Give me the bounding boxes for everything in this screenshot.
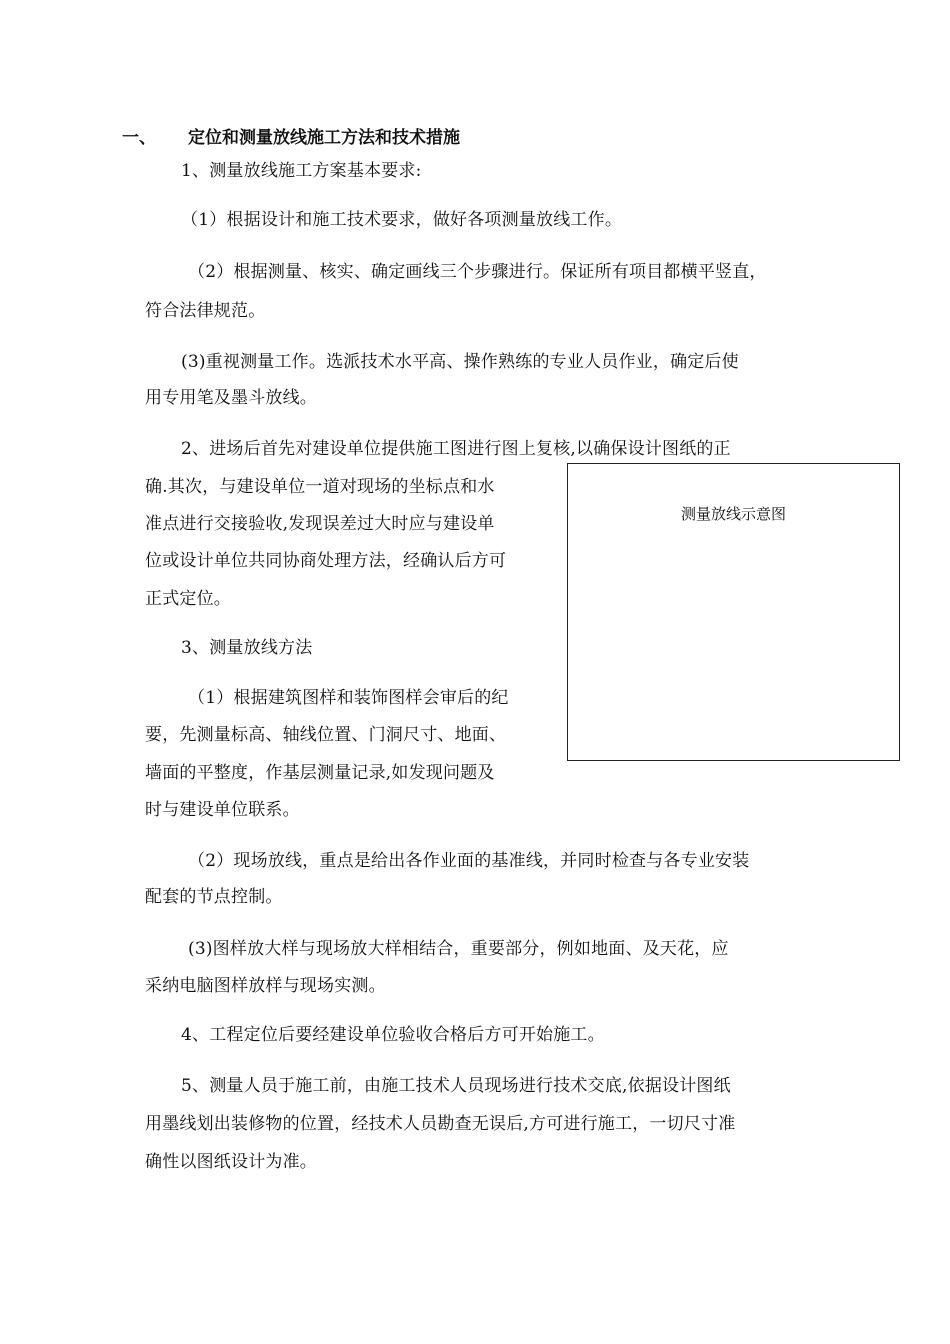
text-line: 确性以图纸设计为准。 [145,1152,317,1172]
text-line: 配套的节点控制。 [145,887,283,907]
text-line: 准点进行交接验收,发现误差过大时应与建设单 [145,514,495,534]
text-line: 墙面的平整度，作基层测量记录,如发现问题及 [145,763,495,783]
text-line: 1、测量放线施工方案基本要求: [181,161,422,181]
text-line: 正式定位。 [145,589,231,609]
text-line: 用专用笔及墨斗放线。 [145,388,317,408]
text-line: 3、测量放线方法 [181,638,313,658]
section-number: 一、 [122,128,156,148]
section-title: 定位和测量放线施工方法和技术措施 [188,128,460,148]
figure-caption: 测量放线示意图 [680,505,786,523]
text-line: 2、进场后首先对建设单位提供施工图进行图上复核,以确保设计图纸的正 [181,439,731,459]
text-line: (3)重视测量工作。选派技术水平高、操作熟练的专业人员作业，确定后使 [181,352,739,372]
text-line: （2）现场放线，重点是给出各作业面的基准线，并同时检查与各专业安装 [188,851,750,871]
text-line: 要，先测量标高、轴线位置、门洞尺寸、地面、 [145,725,507,745]
text-line: 5、测量人员于施工前，由施工技术人员现场进行技术交底,依据设计图纸 [181,1076,731,1096]
text-line: 符合法律规范。 [145,301,266,321]
text-line: 位或设计单位共同协商处理方法，经确认后方可 [145,551,507,571]
text-line: （1）根据建筑图样和装饰图样会审后的纪 [188,688,509,708]
text-line: 4、工程定位后要经建设单位验收合格后方可开始施工。 [181,1025,605,1045]
text-line: 采纳电脑图样放样与现场实测。 [145,976,386,996]
figure-placeholder [567,463,900,761]
text-line: 用墨线划出装修物的位置，经技术人员勘查无误后,方可进行施工，一切尺寸准 [145,1114,736,1134]
text-line: 时与建设单位联系。 [145,800,300,820]
text-line: （2）根据测量、核实、确定画线三个步骤进行。保证所有项目都横平竖直， [188,262,767,282]
text-line: 确.其次，与建设单位一道对现场的坐标点和水 [145,477,495,497]
text-line: (3)图样放大样与现场放大样相结合，重要部分，例如地面、及天花，应 [188,939,729,959]
text-line: （1）根据设计和施工技术要求，做好各项测量放线工作。 [181,210,623,230]
